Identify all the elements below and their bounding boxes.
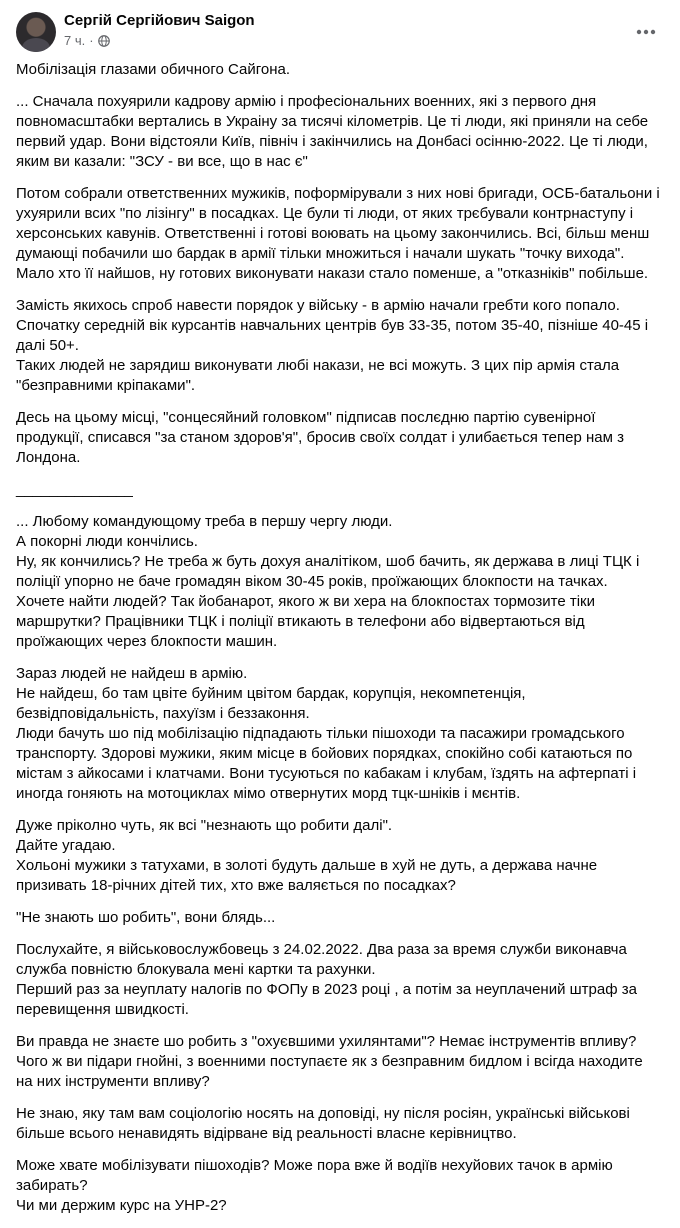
post-header <box>0 0 680 60</box>
post-paragraph: Може хвате мобілізувати пішоходів? Може пора вже й водіїв нехуйових тачок в армію забирать? Чи ми держим курс на УНР-2? <box>16 1157 613 1214</box>
post-meta <box>64 33 110 48</box>
post-paragraph: Мобілізація глазами обичного Сайгона. <box>16 61 290 78</box>
post-paragraph: Замість якихось спроб навести порядок у війську - в армію начали гребти кого попало. Спочатку середній вік курсантів навчальних центрів був 33-35, потом 35-40, пізніше 40-45 і далі 50+. Таких людей не зарядиш виконувати любі накази, не всі можуть. З цих пір армія стала "безправними кріпаками". <box>16 297 649 394</box>
post-paragraph: Не знаю, яку там вам соціологію носять на доповіді, ну після росіян, українські військові більше всього ненавидять відірване від реальності власне керівництво. <box>16 1105 630 1142</box>
post-paragraph: Зараз людей не найдеш в армію. Не найдеш, бо там цвіте буйним цвітом бардак, корупція, некомпетенція, безвідповідальність, пахуїзм і беззаконня. Люди бачуть шо під мобілізацію підпадають тільки пішоходи та пасажири громадського транспорту. Здорові мужики, яким місце в бойових порядках, спокійно собі катаються по містам з айкосами і клатчами. Вони тусуються по кабакам і клубам, їздять на афтерпаті і иногда гоняють на мотоциклах мімо отвернутих морд тцк-шніків і мєнтів. <box>16 665 637 802</box>
post-paragraph: Десь на цьому місці, "сонцесяйний головком" підписав послєдню партію сувенірної продукції, списався "за станом здоров'я", бросив своїх солдат і улибається тепер нам з Лондона. <box>16 409 624 466</box>
avatar-silhouette <box>22 38 50 52</box>
post-divider-line: ______________ <box>16 481 133 498</box>
globe-icon[interactable] <box>98 35 110 47</box>
author-name[interactable]: Сергій Сергійович Saigon <box>64 12 255 29</box>
more-horizontal-icon <box>636 29 656 35</box>
more-options-button[interactable] <box>628 14 664 50</box>
post-paragraph: Ви правда не знаєте шо робить з "охуєвшими ухилянтами"? Немає інструментів впливу? Чого ж ви підари гнойні, з военними поступаєте як з безправним бидлом і всігда находите на них інструменти впливу? <box>16 1033 643 1090</box>
post-paragraph: ... Любому командующому треба в першу чергу люди. А покорні люди кончілись. Ну, як кончились? Не треба ж буть дохуя аналітіком, шоб бачить, як держава в лиці ТЦК і поліції упорно не баче громадян віком 30-45 років, проїжающих блокпости на тачках. Хочете найти людей? Так йобанарот, якого ж ви хера на блокпостах тормозите тіки маршрутки? Працівники ТЦК і поліції втикають в телефони або відвертаються від проїжающих через блокпости машин. <box>16 513 640 650</box>
author-avatar[interactable] <box>16 12 56 52</box>
post-paragraph: Потом собрали ответственних мужиків, поформірували з них нові бригади, ОСБ-батальони і ухуярили всих "по лізінгу" в посадках. Це були ті люди, от яких трєбували контрнаступу і херсонських кавунів. Ответственні і готові воювать на цьому закончились. Всі, більш менш думающі побачили шо бардак в армії тільки множиться і начали шукать "точку вихода". Мало хто її найшов, ну готових виконувати накази стало поменше, а "отказніків" побільше. <box>16 185 660 282</box>
post-paragraph: Дуже пріколно чуть, як всі "незнають що робити далі". Дайте угадаю. Хольоні мужики з татухами, в золоті будуть дальше в хуй не дуть, а держава начне призивать 18-річних дітей тих, хто вже валяється по посадках? <box>16 817 598 894</box>
post-timestamp[interactable]: 7 ч. <box>64 33 86 48</box>
post-body <box>16 60 660 1228</box>
post-paragraph: "Не знають шо робить", вони блядь... <box>16 909 276 926</box>
post-paragraph: Послухайте, я військовослужбовець з 24.02.2022. Два раза за время служби виконавча служба повністю блокувала мені картки та рахунки. Перший раз за неуплату налогів по ФОПу в 2023 році , а потім за неуплачений штраф за перевищення швидкості. <box>16 941 637 1018</box>
meta-separator: · <box>89 33 94 48</box>
post-paragraph: ... Сначала похуярили кадрову армію і професіональних военних, які з первого дня повномасштабки вертались в Украіну за тисячі кілометрів. Це ті люди, які приняли на себе первий удар. Вони відстояли Київ, північ і закінчились на Донбасі осінню-2022. Це ті люди, яким ви казали: "ЗСУ - ви все, що в нас є" <box>16 93 649 170</box>
